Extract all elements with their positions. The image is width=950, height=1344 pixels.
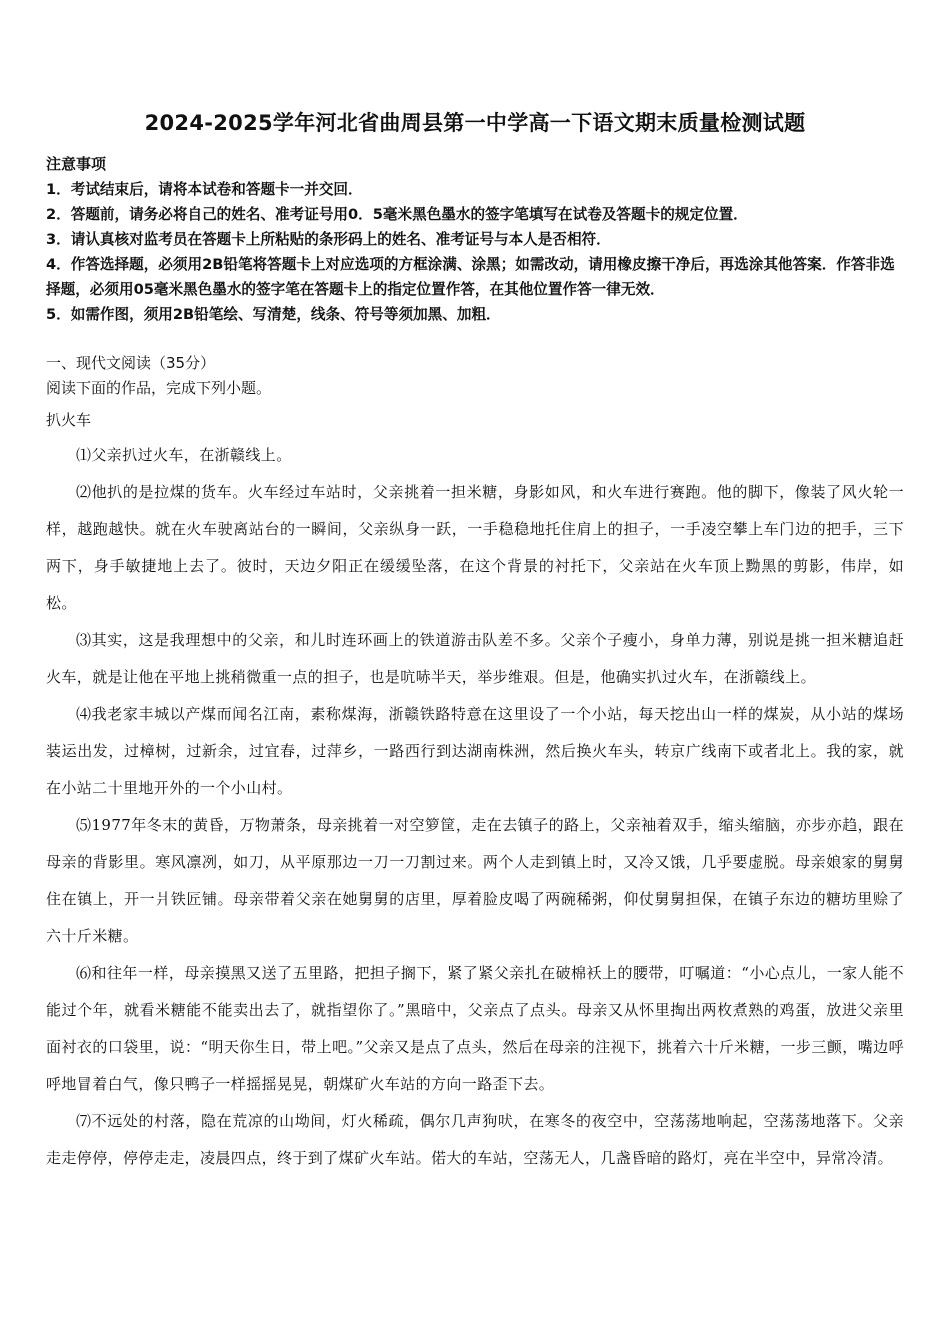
story-title: 扒火车: [46, 411, 92, 429]
notice-item-2: 2．答题前，请务必将自己的姓名、准考证号用0．5毫米黑色墨水的签字笔填写在试卷及答题卡的规定位置．: [46, 206, 748, 223]
story-paragraph-6: ⑹和往年一样，母亲摸黑又送了五里路，把担子搁下，紧了紧父亲扎在破棉袄上的腰带，叮嘱道：“小心点儿，一家人能不能过个年，就看米糖能不能卖出去了，就指望你了。”黑暗中，父亲点了点头。母亲又从怀里掏出两枚煮熟的鸡蛋，放进父亲里面衬衣的口袋里，说：“明天你生日，带上吧。”父亲又是点了点头，然后在母亲的注视下，挑着六十斤米糖，一步三颤，嘴边呼呼地冒着白气，像只鸭子一样摇摇晃晃，朝煤矿火车站的方向一路歪下去。: [46, 964, 904, 1093]
notice-block: [46, 152, 904, 327]
story-paragraph-4: ⑷我老家丰城以产煤而闻名江南，素称煤海，浙赣铁路特意在这里设了一个小站，每天挖出山一样的煤炭，从小站的煤场装运出发，过樟树，过新余，过宜春，过萍乡，一路西行到达湖南株洲，然后换火车头，转京广线南下或者北上。我的家，就在小站二十里地开外的一个小山村。: [46, 705, 904, 797]
notice-item-3: 3．请认真核对监考员在答题卡上所粘贴的条形码上的姓名、准考证号与本人是否相符．: [46, 231, 611, 248]
exam-title: 2024-2025学年河北省曲周县第一中学高一下语文期末质量检测试题: [144, 111, 806, 135]
story-paragraph-2: ⑵他扒的是拉煤的货车。火车经过车站时，父亲挑着一担米糖，身影如风，和火车进行赛跑。他的脚下，像装了风火轮一样，越跑越快。就在火车驶离站台的一瞬间，父亲纵身一跃，一手稳稳地托住肩上的担子，一手凌空攀上车门边的把手，三下两下，身手敏捷地上去了。彼时，天边夕阳正在缓缓坠落，在这个背景的衬托下，父亲站在火车顶上黝黑的剪影，伟岸，如松。: [46, 483, 904, 612]
story-paragraph-3: ⑶其实，这是我理想中的父亲，和儿时连环画上的铁道游击队差不多。父亲个子瘦小，身单力薄，别说是挑一担米糖追赶火车，就是让他在平地上挑稍微重一点的担子，也是吭哧半天，举步维艰。但是，他确实扒过火车，在浙赣线上。: [46, 631, 904, 686]
notice-heading: 注意事项: [46, 155, 107, 173]
notice-item-1: 1．考试结束后，请将本试卷和答题卡一并交回．: [46, 181, 363, 198]
story-paragraph-1: ⑴父亲扒过火车，在浙赣线上。: [76, 446, 292, 464]
reading-section: [46, 351, 904, 1177]
notice-item-4: 4．作答选择题，必须用2B铅笔将答题卡上对应选项的方框涂满、涂黑；如需改动，请用橡皮擦干净后，再选涂其他答案．作答非选择题，必须用05毫米黑色墨水的签字笔在答题卡上的指定位置作答，在其他位置作答一律无效．: [46, 256, 895, 298]
section-heading: 一、现代文阅读（35分）: [46, 354, 216, 372]
story-paragraph-5: ⑸1977年冬末的黄昏，万物萧条，母亲挑着一对空箩筐，走在去镇子的路上，父亲袖着双手，缩头缩脑，亦步亦趋，跟在母亲的背影里。寒风凛冽，如刀，从平原那边一刀一刀割过来。两个人走到镇上时，又冷又饿，几乎要虚脱。母亲娘家的舅舅住在镇上，开一爿铁匠铺。母亲带着父亲在她舅舅的店里，厚着脸皮喝了两碗稀粥，仰仗舅舅担保，在镇子东边的糖坊里赊了六十斤米糖。: [46, 816, 904, 945]
section-instruction: 阅读下面的作品，完成下列小题。: [46, 379, 272, 397]
story-paragraph-7: ⑺不远处的村落，隐在荒凉的山坳间，灯火稀疏，偶尔几声狗吠，在寒冬的夜空中，空荡荡地响起，空荡荡地落下。父亲走走停停，停停走走，凌晨四点，终于到了煤矿火车站。偌大的车站，空荡无人，几盏昏暗的路灯，亮在半空中，异常冷清。: [46, 1112, 904, 1167]
notice-item-5: 5．如需作图，须用2B铅笔绘、写清楚，线条、符号等须加黑、加粗．: [46, 306, 501, 323]
